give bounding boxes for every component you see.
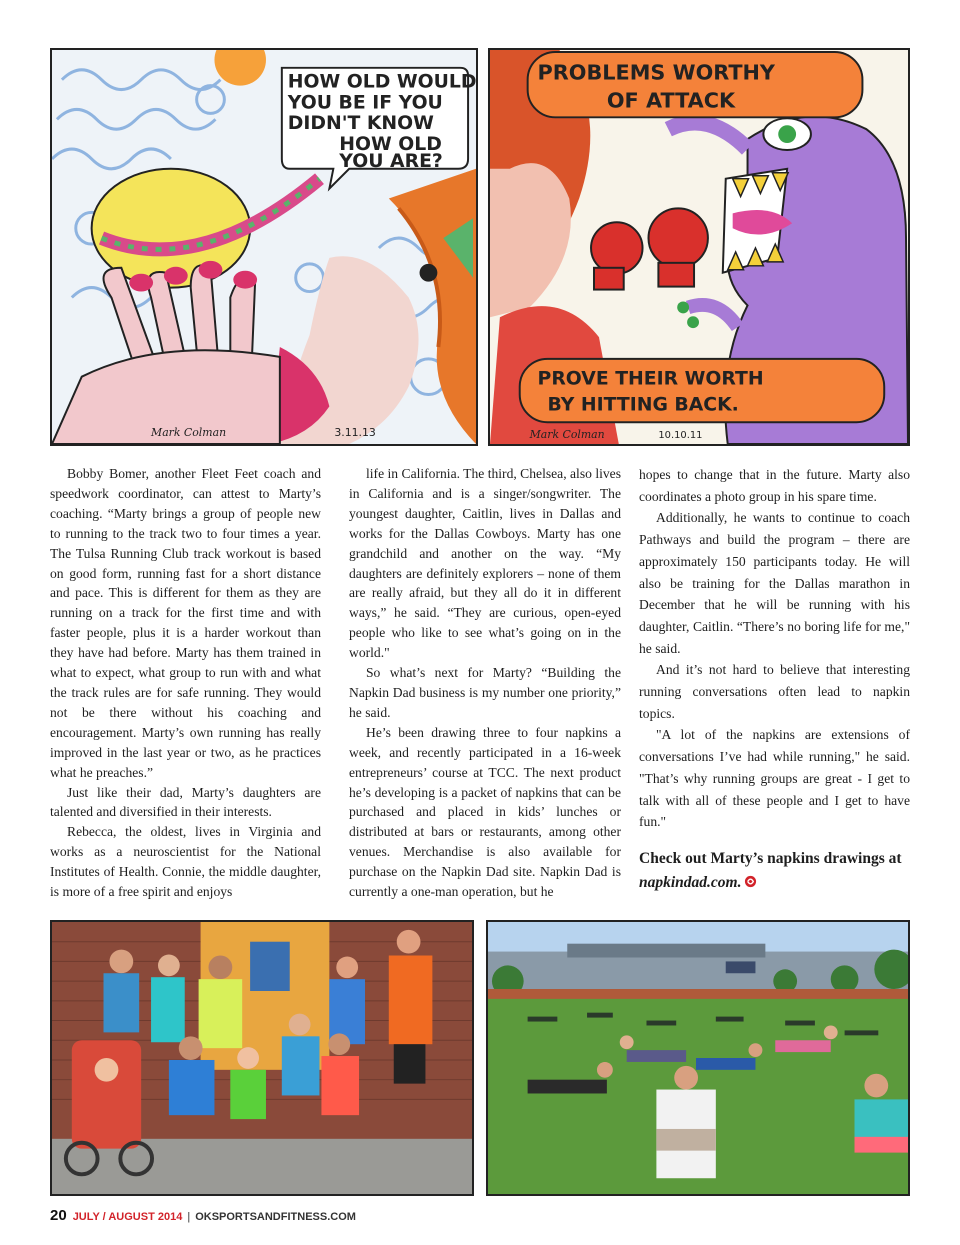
cartoon-speech-line: HOW OLD xyxy=(339,133,442,155)
cartoon-speech-line: HOW OLD WOULD xyxy=(287,71,476,93)
banner-bottom-line: PROVE THEIR WORTH xyxy=(537,368,764,390)
cartoon-how-old xyxy=(50,48,478,446)
banner-bottom-line: BY HITTING BACK. xyxy=(547,394,739,416)
field-workout-photo xyxy=(486,920,910,1196)
cta-text: Check out Marty’s napkins drawings at xyxy=(639,849,902,867)
cartoon-date: 3.11.13 xyxy=(334,426,376,440)
paragraph: Just like their dad, Marty’s daughters are talented and diversified in their interests. xyxy=(50,784,321,820)
cartoon-speech-line: YOU ARE? xyxy=(339,150,443,172)
article-column-2 xyxy=(349,464,621,902)
group-photo xyxy=(50,920,474,1196)
paragraph: hopes to change that in the future. Marty also coordinates a photo group in his spare time. xyxy=(639,467,910,504)
end-mark-icon xyxy=(744,875,757,888)
paragraph: He’s been drawing three to four napkins a week, and recently participated in a 16-week entrepreneurs’ course at TCC. The next product he’s developing is a packet of napkins that can be purchased and placed in kids’ lunches or distributed at bars or restaurants, among other venues. Merchandise is also available for purchase on the Napkin Dad site. Napkin Dad is currently a one-man operation, but he xyxy=(349,724,621,900)
paragraph: Additionally, he wants to continue to coach Pathways and build the program – there are approximately 150 participants today. He will also be training for the Dallas marathon in December that he will be running with his daughter, Caitlin. “There’s no boring life for me," he said. xyxy=(639,510,910,656)
paragraph: "A lot of the napkins are extensions of conversations I’ve had while running," he said. "That’s why running groups are great - I get to talk with all of these people and I get to have fun." xyxy=(639,727,910,830)
footer-separator: | xyxy=(187,1211,191,1223)
cartoon-signature: Mark Colman xyxy=(529,428,605,442)
article-column-1 xyxy=(50,464,321,902)
call-to-action xyxy=(639,847,910,895)
page-number: 20 xyxy=(50,1207,67,1224)
issue-date: JULY / AUGUST 2014 xyxy=(72,1211,183,1223)
paragraph: So what’s next for Marty? “Building the Napkin Dad business is my number one priority,” he said. xyxy=(349,665,621,720)
cartoon-signature: Mark Colman xyxy=(151,426,227,440)
paragraph: life in California. The third, Chelsea, also lives in California and is a singer/songwriter. The youngest daughter, Caitlin, lives in Dallas and works for the Dallas Cowboys. Marty has one grandchild and another on the way. “My daughters are definitely explorers – none of them are really afraid, but they all do it in different ways,” he said. “They are curious, open-eyed people who like to see what’s going on in the world." xyxy=(349,466,621,661)
site-url[interactable]: OKSPORTSANDFITNESS.COM xyxy=(195,1211,356,1223)
paragraph: Rebecca, the oldest, lives in Virginia and works as a neuroscientist for the National Institutes of Health. Connie, the middle daughter, is more of a free spirit and enjoys xyxy=(50,824,321,900)
cartoon-speech-line: YOU BE IF YOU xyxy=(287,92,443,114)
cartoon-speech-line: DIDN'T KNOW xyxy=(287,113,434,135)
page-footer xyxy=(50,1207,356,1227)
article-column-3 xyxy=(639,464,910,895)
napkindad-link[interactable]: napkindad.com. xyxy=(639,873,742,891)
paragraph: Bobby Bomer, another Fleet Feet coach and speedwork coordinator, can attest to Marty’s coaching. “Marty brings a group of people new to running to the track two to four times a year. The Tulsa Running Club track workout is based on good form, running fast for a short distance and pace. This is different for them as they are running on a track for the first time and with faster people, plus it is a harder workout than they have had before. Marty has them trained in what to expect, what group to run with and what the track rules are for safe running. They would not be there without his coaching and encouragement. Marty’s own running has really improved in the last year or two, as he practices what he preaches.” xyxy=(50,466,321,780)
banner-top-line: PROBLEMS WORTHY xyxy=(537,60,775,85)
banner-top-line: OF ATTACK xyxy=(606,88,736,113)
cartoon-problems-worthy xyxy=(488,48,910,446)
cartoon-date: 10.10.11 xyxy=(658,430,703,442)
paragraph: And it’s not hard to believe that interesting running conversations often lead to napkin topics. xyxy=(639,662,910,721)
